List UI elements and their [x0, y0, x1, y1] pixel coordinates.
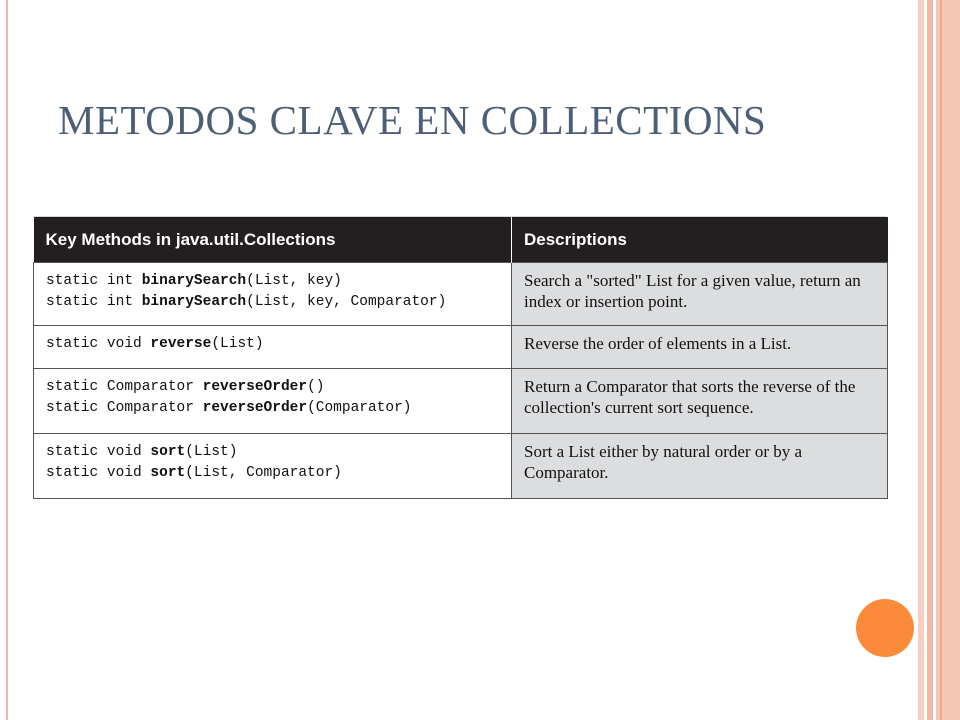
right-decor-line [940, 0, 942, 720]
method-args: () [307, 379, 325, 395]
description-cell: Sort a List either by natural order or by a Comparator. [512, 434, 888, 499]
method-name: reverse [150, 336, 212, 352]
description-cell: Search a "sorted" List for a given value, return an index or insertion point. [512, 263, 888, 326]
slide-title: METODOS CLAVE EN COLLECTIONS [58, 97, 767, 143]
method-prefix: static int [46, 293, 142, 310]
table-row [34, 369, 888, 434]
header-descriptions: Descriptions [512, 217, 888, 263]
method-args: (Comparator) [307, 399, 412, 416]
method-signatures-cell [34, 263, 512, 326]
table-row [34, 263, 888, 326]
method-prefix: static Comparator [46, 399, 203, 416]
method-signature [46, 442, 499, 463]
method-prefix: static int [46, 273, 142, 289]
method-prefix: static Comparator [46, 379, 203, 395]
method-name: reverseOrder [202, 399, 308, 416]
method-prefix: static void [46, 336, 151, 352]
method-args: (List) [185, 444, 238, 460]
method-name: binarySearch [141, 293, 247, 310]
method-signature [46, 463, 499, 484]
method-signature [46, 334, 499, 355]
table-row [34, 434, 888, 499]
table-row [34, 326, 888, 369]
method-name: binarySearch [141, 273, 247, 289]
method-signatures-cell [34, 326, 512, 369]
orange-circle-decoration [856, 599, 914, 657]
method-signature [46, 377, 499, 398]
methods-table [33, 217, 888, 499]
method-name: sort [150, 464, 186, 481]
method-args: (List) [211, 336, 264, 352]
methods-table-container [33, 217, 887, 502]
method-prefix: static void [46, 444, 151, 460]
left-border-line [6, 0, 8, 720]
method-args: (List, key) [246, 273, 342, 289]
method-signatures-cell [34, 369, 512, 434]
method-signature [46, 271, 499, 292]
table-header-row [34, 217, 888, 263]
method-signature [46, 398, 499, 419]
method-signature [46, 292, 499, 313]
method-signatures-cell [34, 434, 512, 499]
method-name: sort [150, 444, 186, 460]
method-args: (List, Comparator) [185, 464, 342, 481]
header-key-methods: Key Methods in java.util.Collections [34, 217, 512, 263]
description-cell: Reverse the order of elements in a List. [512, 326, 888, 369]
description-cell: Return a Comparator that sorts the reverse of the collection's current sort sequence. [512, 369, 888, 434]
method-args: (List, key, Comparator) [246, 293, 447, 310]
method-name: reverseOrder [202, 379, 308, 395]
method-prefix: static void [46, 464, 151, 481]
